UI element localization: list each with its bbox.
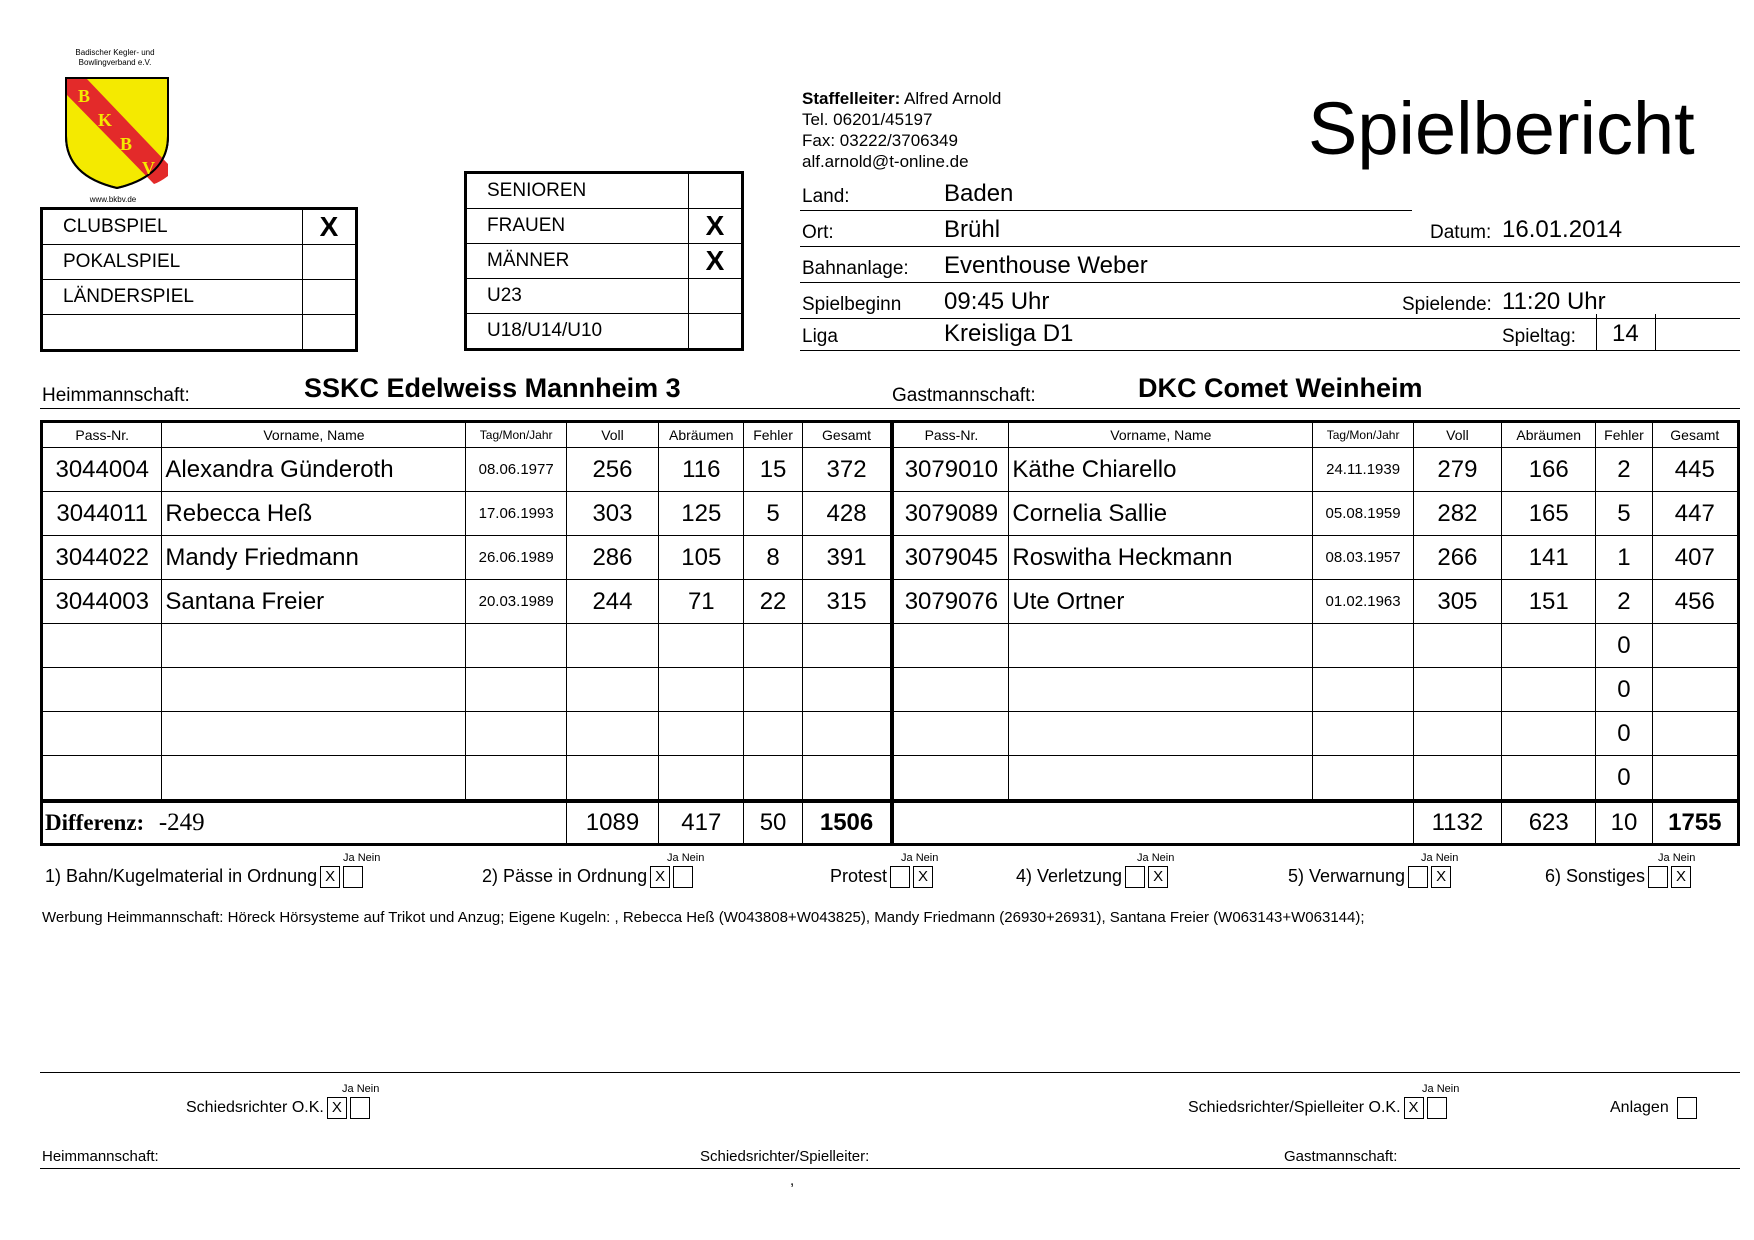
difference-label: Differenz:: [45, 810, 145, 835]
page-title: Spielbericht: [1308, 87, 1695, 170]
checkbox-ja[interactable]: [1125, 866, 1145, 888]
home-abr: 125: [659, 492, 744, 536]
liga-value: Kreisliga D1: [944, 320, 1074, 347]
anlagen-label: Anlagen: [1610, 1099, 1669, 1117]
home-signature-label: Heimmannschaft:: [42, 1148, 159, 1165]
guest-fehler: 0: [1596, 712, 1652, 756]
home-dob: 20.03.1989: [466, 580, 566, 624]
match-type-mark[interactable]: [303, 280, 357, 315]
col-header: Tag/Mon/Jahr: [1313, 422, 1413, 448]
guest-fehler: 2: [1596, 580, 1652, 624]
guest-pass: 3079010: [892, 448, 1008, 492]
col-header: Tag/Mon/Jahr: [466, 422, 566, 448]
guest-abr: 166: [1502, 448, 1596, 492]
guest-gesamt: 407: [1652, 536, 1738, 580]
check-item: [1288, 866, 1451, 888]
svg-text:K: K: [98, 110, 113, 130]
col-header: Voll: [566, 422, 658, 448]
spieltag-value: 14: [1612, 320, 1639, 347]
home-voll: 303: [566, 492, 658, 536]
ja-nein-header: Ja Nein: [667, 852, 705, 864]
info-row-land: [800, 174, 1412, 211]
home-fehler: 8: [744, 536, 802, 580]
svg-text:B: B: [78, 86, 91, 106]
category-box: [464, 171, 744, 351]
liga-label: Liga: [802, 326, 838, 347]
match-type-mark[interactable]: [303, 245, 357, 280]
home-fehler: 5: [744, 492, 802, 536]
table-row: [42, 448, 1739, 492]
guest-team-label: Gastmannschaft:: [892, 385, 1036, 406]
svg-text:V: V: [142, 158, 155, 178]
staffelleiter-fax: Fax: 03222/3706349: [802, 131, 958, 150]
category-mark[interactable]: [689, 314, 743, 350]
home-name: Alexandra Günderoth: [162, 448, 466, 492]
logo-org-name: Badischer Kegler- und Bowlingverband e.V.: [75, 48, 155, 67]
anlagen: [1610, 1097, 1697, 1119]
table-row-empty: [42, 668, 1739, 712]
home-pass: 3044003: [42, 580, 162, 624]
checkbox-nein[interactable]: X: [1148, 866, 1168, 888]
werbung-text: Werbung Heimmannschaft: Höreck Hörsysteme auf Trikot und Anzug; Eigene Kugeln: , Rebecca Heß (W043808+W043825), Mandy Friedmann (26930+26931), Santana Freier (W063143+W063144);: [42, 909, 1365, 926]
signature-comma: ,: [790, 1172, 795, 1189]
spieltag-label: Spieltag:: [1502, 326, 1576, 347]
guest-gesamt: 456: [1652, 580, 1738, 624]
home-pass: 3044004: [42, 448, 162, 492]
category-label: MÄNNER: [466, 244, 689, 279]
guest-fehler: 0: [1596, 668, 1652, 712]
ort-value: Brühl: [944, 216, 1001, 243]
home-voll: 286: [566, 536, 658, 580]
home-team-label: Heimmannschaft:: [42, 385, 190, 406]
svg-text:B: B: [120, 134, 133, 154]
category-mark[interactable]: [689, 173, 743, 209]
check-item: [1545, 866, 1691, 888]
table-header-row: [42, 422, 1739, 448]
col-header: Fehler: [1596, 422, 1652, 448]
check-label: 4) Verletzung: [1016, 866, 1123, 886]
guest-total-voll: 1132: [1413, 801, 1501, 845]
check-item: [482, 866, 693, 888]
datum-value: 16.01.2014: [1502, 216, 1623, 243]
check-label: Protest: [830, 866, 888, 886]
land-value: Baden: [944, 180, 1014, 207]
bahnanlage-value: Eventhouse Weber: [944, 252, 1148, 279]
spielende-value: 11:20 Uhr: [1502, 288, 1606, 315]
check-item: [1016, 866, 1168, 888]
guest-signature-label: Gastmannschaft:: [1284, 1148, 1398, 1165]
home-abr: 105: [659, 536, 744, 580]
checkbox-nein[interactable]: [350, 1097, 370, 1119]
guest-dob: 24.11.1939: [1313, 448, 1413, 492]
home-fehler: 22: [744, 580, 802, 624]
team-underline: [40, 408, 1740, 409]
checkbox-nein[interactable]: [1427, 1097, 1447, 1119]
match-type-label: LÄNDERSPIEL: [42, 280, 303, 315]
home-name: Mandy Friedmann: [162, 536, 466, 580]
home-abr: 116: [659, 448, 744, 492]
land-label: Land:: [802, 186, 850, 207]
datum-label: Datum:: [1430, 222, 1492, 243]
guest-total-gesamt: 1755: [1652, 801, 1738, 845]
col-header: Gesamt: [802, 422, 892, 448]
home-team-name: SSKC Edelweiss Mannheim 3: [304, 373, 681, 403]
home-pass: 3044011: [42, 492, 162, 536]
col-header: Fehler: [744, 422, 802, 448]
table-row: [42, 492, 1739, 536]
info-row-liga: [800, 314, 1740, 351]
home-dob: 26.06.1989: [466, 536, 566, 580]
checkbox-nein[interactable]: X: [913, 866, 933, 888]
home-name: Santana Freier: [162, 580, 466, 624]
guest-voll: 305: [1413, 580, 1501, 624]
home-pass: 3044022: [42, 536, 162, 580]
match-type-label: CLUBSPIEL: [42, 209, 303, 245]
signature-line: [40, 1168, 1740, 1169]
info-row-ort: [800, 210, 1740, 247]
ort-label: Ort:: [802, 222, 834, 243]
staffelleiter-label: Staffelleiter:: [802, 89, 901, 108]
staffelleiter-block: [802, 88, 1001, 172]
spielbeginn-label: Spielbeginn: [802, 294, 902, 315]
category-label: U23: [466, 279, 689, 314]
check-item: [830, 866, 933, 888]
guest-name: Roswitha Heckmann: [1009, 536, 1313, 580]
col-header: Gesamt: [1652, 422, 1738, 448]
home-gesamt: 391: [802, 536, 892, 580]
schiri-sl-ok: [1188, 1097, 1447, 1119]
match-type-label: [42, 315, 303, 351]
guest-abr: 141: [1502, 536, 1596, 580]
home-gesamt: 372: [802, 448, 892, 492]
match-type-label: POKALSPIEL: [42, 245, 303, 280]
guest-abr: 165: [1502, 492, 1596, 536]
category-mark[interactable]: X: [689, 209, 743, 244]
bkbv-shield-logo: [64, 76, 170, 190]
guest-pass: 3079045: [892, 536, 1008, 580]
totals-row: [42, 801, 1739, 845]
category-label: FRAUEN: [466, 209, 689, 244]
referee-signature-label: Schiedsrichter/Spielleiter:: [700, 1148, 870, 1165]
checkbox-ja[interactable]: X: [327, 1097, 347, 1119]
col-header: Abräumen: [659, 422, 744, 448]
table-row-empty: [42, 712, 1739, 756]
match-type-mark[interactable]: X: [303, 209, 357, 245]
guest-name: Käthe Chiarello: [1009, 448, 1313, 492]
staffelleiter-tel: Tel. 06201/45197: [802, 110, 933, 129]
guest-team-name: DKC Comet Weinheim: [1138, 373, 1423, 403]
checkbox-ja[interactable]: X: [650, 866, 670, 888]
home-fehler: 15: [744, 448, 802, 492]
home-voll: 256: [566, 448, 658, 492]
ja-nein-header: Ja Nein: [1658, 852, 1696, 864]
ja-nein-header: Ja Nein: [901, 852, 939, 864]
col-header: Pass-Nr.: [892, 422, 1008, 448]
category-label: SENIOREN: [466, 173, 689, 209]
table-row: [42, 580, 1739, 624]
col-header: Vorname, Name: [1009, 422, 1313, 448]
home-total-abr: 417: [659, 801, 744, 845]
home-gesamt: 315: [802, 580, 892, 624]
difference-cell: [42, 801, 567, 845]
checkbox-nein[interactable]: X: [1431, 866, 1451, 888]
guest-gesamt: 445: [1652, 448, 1738, 492]
guest-name: Ute Ortner: [1009, 580, 1313, 624]
check-label: 1) Bahn/Kugelmaterial in Ordnung: [45, 866, 318, 886]
col-header: Pass-Nr.: [42, 422, 162, 448]
home-gesamt: 428: [802, 492, 892, 536]
guest-voll: 266: [1413, 536, 1501, 580]
guest-dob: 08.03.1957: [1313, 536, 1413, 580]
check-label: 6) Sonstiges: [1545, 866, 1646, 886]
ja-nein-header: Ja Nein: [343, 852, 381, 864]
guest-fehler: 0: [1596, 756, 1652, 802]
checkbox-ja[interactable]: X: [320, 866, 340, 888]
staffelleiter-email[interactable]: alf.arnold@t-online.de: [802, 152, 969, 171]
checkbox-anlagen[interactable]: [1677, 1097, 1697, 1119]
category-mark[interactable]: X: [689, 244, 743, 279]
guest-fehler: 1: [1596, 536, 1652, 580]
home-voll: 244: [566, 580, 658, 624]
checkbox-nein[interactable]: [343, 866, 363, 888]
guest-pass: 3079089: [892, 492, 1008, 536]
guest-total-fehler: 10: [1596, 801, 1652, 845]
ja-nein-header: Ja Nein: [1421, 852, 1459, 864]
guest-voll: 279: [1413, 448, 1501, 492]
check-item: [45, 866, 363, 888]
category-mark[interactable]: [689, 279, 743, 314]
info-row-bahnanlage: [800, 246, 1740, 283]
spielende-label: Spielende:: [1402, 294, 1492, 315]
checkbox-nein[interactable]: [673, 866, 693, 888]
guest-pass: 3079076: [892, 580, 1008, 624]
checkbox-ja[interactable]: [890, 866, 910, 888]
col-header: Voll: [1413, 422, 1501, 448]
col-header: Vorname, Name: [162, 422, 466, 448]
guest-gesamt: 447: [1652, 492, 1738, 536]
staffelleiter-name: Alfred Arnold: [904, 89, 1002, 108]
table-row: [42, 536, 1739, 580]
home-abr: 71: [659, 580, 744, 624]
schiri-ok: [186, 1097, 370, 1119]
home-dob: 08.06.1977: [466, 448, 566, 492]
table-row-empty: [42, 756, 1739, 802]
schiri-ok-label: Schiedsrichter O.K.: [186, 1099, 324, 1117]
bahnanlage-label: Bahnanlage:: [802, 258, 909, 279]
signature-divider: [40, 1072, 1740, 1073]
checkbox-nein[interactable]: X: [1671, 866, 1691, 888]
check-label: 2) Pässe in Ordnung: [482, 866, 648, 886]
check-label: 5) Verwarnung: [1288, 866, 1406, 886]
logo-url: www.bkbv.de: [89, 195, 137, 204]
guest-dob: 05.08.1959: [1313, 492, 1413, 536]
checkbox-ja[interactable]: [1648, 866, 1668, 888]
schiri-sl-ok-label: Schiedsrichter/Spielleiter O.K.: [1188, 1099, 1401, 1117]
table-row-empty: [42, 624, 1739, 668]
score-table: [40, 420, 1740, 846]
guest-voll: 282: [1413, 492, 1501, 536]
spielbeginn-value: 09:45 Uhr: [944, 288, 1050, 315]
guest-abr: 151: [1502, 580, 1596, 624]
home-name: Rebecca Heß: [162, 492, 466, 536]
difference-value: -249: [158, 809, 205, 836]
guest-name: Cornelia Sallie: [1009, 492, 1313, 536]
ja-nein-header: Ja Nein: [342, 1083, 380, 1095]
match-type-mark[interactable]: [303, 315, 357, 351]
category-label: U18/U14/U10: [466, 314, 689, 350]
checkbox-ja[interactable]: [1408, 866, 1428, 888]
guest-fehler: 0: [1596, 624, 1652, 668]
guest-total-abr: 623: [1502, 801, 1596, 845]
match-type-box: [40, 207, 358, 352]
guest-dob: 01.02.1963: [1313, 580, 1413, 624]
ja-nein-header: Ja Nein: [1422, 1083, 1460, 1095]
home-total-fehler: 50: [744, 801, 802, 845]
guest-fehler: 5: [1596, 492, 1652, 536]
ja-nein-header: Ja Nein: [1137, 852, 1175, 864]
guest-fehler: 2: [1596, 448, 1652, 492]
home-dob: 17.06.1993: [466, 492, 566, 536]
checkbox-ja[interactable]: X: [1404, 1097, 1424, 1119]
home-total-gesamt: 1506: [802, 801, 892, 845]
home-total-voll: 1089: [566, 801, 658, 845]
col-header: Abräumen: [1502, 422, 1596, 448]
